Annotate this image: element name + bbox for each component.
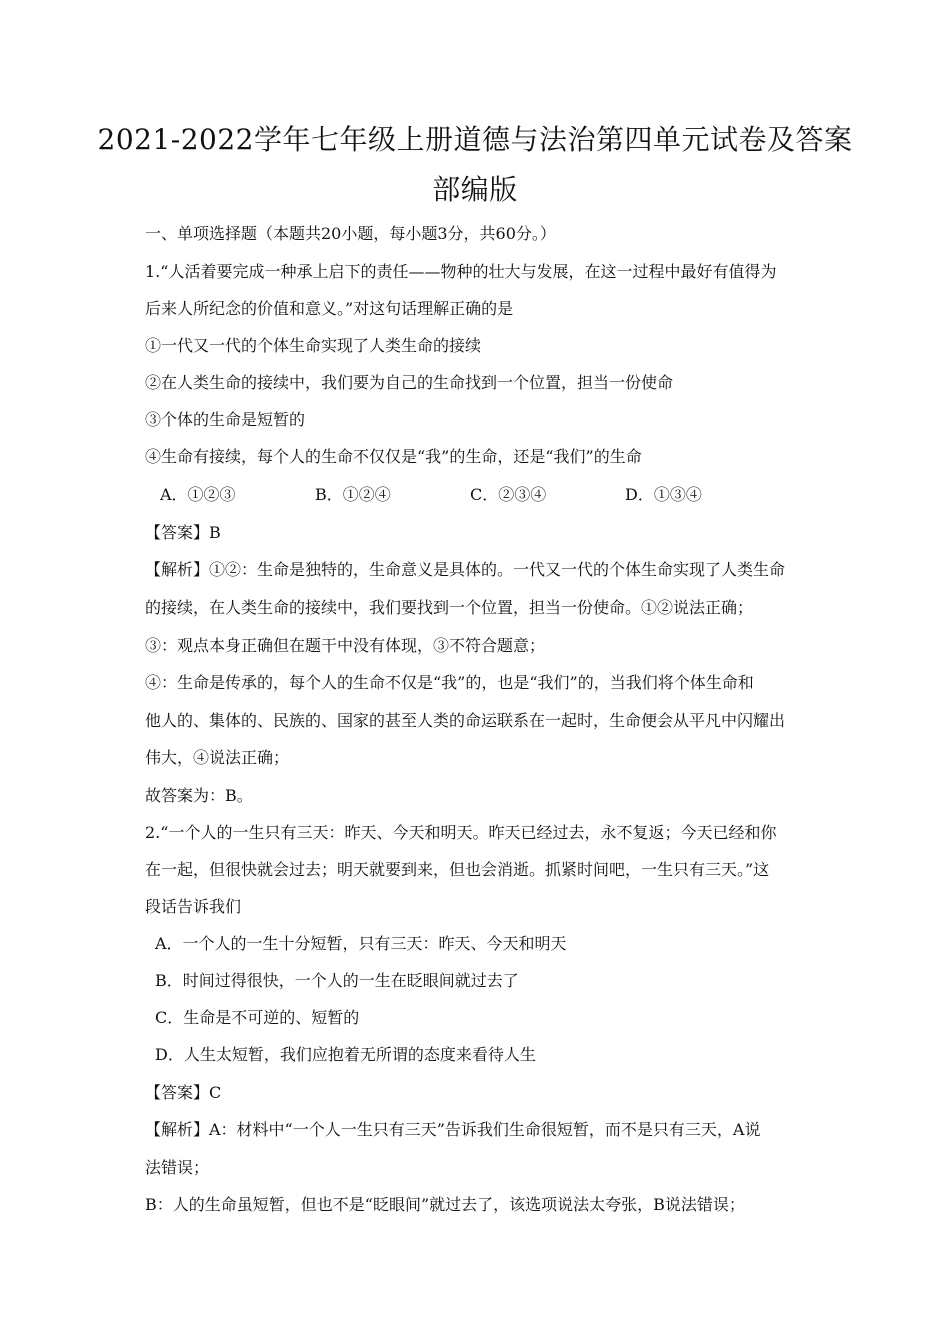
q1-stem-line: 1.“人活着要完成一种承上启下的责任——物种的壮大与发展，在这一过程中最好有值得为 — [145, 262, 777, 281]
q1-statement: ③个体的生命是短暂的 — [145, 410, 306, 429]
section-heading: 一、单项选择题（本题共20小题，每小题3分，共60分。） — [145, 224, 556, 243]
q2-option-d: D．人生太短暂，我们应抱着无所谓的态度来看待人生 — [155, 1045, 536, 1064]
q1-statement: ②在人类生命的接续中，我们要为自己的生命找到一个位置，担当一份使命 — [145, 373, 674, 392]
q1-explanation-line: 的接续，在人类生命的接续中，我们要找到一个位置，担当一份使命。①②说法正确； — [145, 598, 754, 617]
q1-explanation-line: ③：观点本身正确但在题干中没有体现，③不符合题意； — [145, 636, 546, 655]
q1-explanation-line: 【解析】①②：生命是独特的，生命意义是具体的。一代又一代的个体生命实现了人类生命 — [145, 560, 786, 579]
q1-conclusion: 故答案为：B。 — [145, 786, 253, 805]
q1-explanation-line: 伟大，④说法正确； — [145, 748, 290, 767]
q1-statement: ①一代又一代的个体生命实现了人类生命的接续 — [145, 336, 482, 355]
q2-option-b: B．时间过得很快，一个人的一生在眨眼间就过去了 — [155, 971, 519, 990]
q2-stem-line: 2.“一个人的一生只有三天：昨天、今天和明天。昨天已经过去，永不复返；今天已经和你 — [145, 823, 777, 842]
q1-stem-line: 后来人所纪念的价值和意义。”对这句话理解正确的是 — [145, 299, 514, 318]
q1-explanation-line: 他人的、集体的、民族的、国家的甚至人类的命运联系在一起时，生命便会从平凡中闪耀出 — [145, 711, 786, 730]
document-subtitle: 部编版 — [432, 173, 518, 206]
q1-explanation-line: ④：生命是传承的，每个人的生命不仅是“我”的，也是“我们”的，当我们将个体生命和 — [145, 673, 754, 692]
q1-answer: 【答案】B — [145, 523, 221, 542]
q2-answer: 【答案】C — [145, 1083, 222, 1102]
q2-option-a: A．一个人的一生十分短暂，只有三天：昨天、今天和明天 — [155, 934, 567, 953]
q1-option-a: A．①②③ — [160, 485, 236, 504]
q2-option-c: C．生命是不可逆的、短暂的 — [155, 1008, 360, 1027]
q2-stem-line: 段话告诉我们 — [145, 897, 242, 916]
q2-stem-line: 在一起，但很快就会过去；明天就要到来，但也会消逝。抓紧时间吧，一生只有三天。”这 — [145, 860, 770, 879]
q1-option-b: B．①②④ — [315, 485, 391, 504]
q2-explanation-line: 【解析】A：材料中“一个人一生只有三天”告诉我们生命很短暂，而不是只有三天，A说 — [145, 1120, 761, 1139]
q1-option-d: D．①③④ — [625, 485, 702, 504]
q2-explanation-line: 法错误； — [145, 1158, 210, 1177]
document-title: 2021-2022学年七年级上册道德与法治第四单元试卷及答案 — [97, 123, 853, 156]
q2-explanation-line: B：人的生命虽短暂，但也不是“眨眼间”就过去了，该选项说法太夸张，B说法错误； — [145, 1195, 745, 1214]
q1-statement: ④生命有接续，每个人的生命不仅仅是“我”的生命，还是“我们”的生命 — [145, 447, 642, 466]
q1-option-c: C．②③④ — [470, 485, 547, 504]
